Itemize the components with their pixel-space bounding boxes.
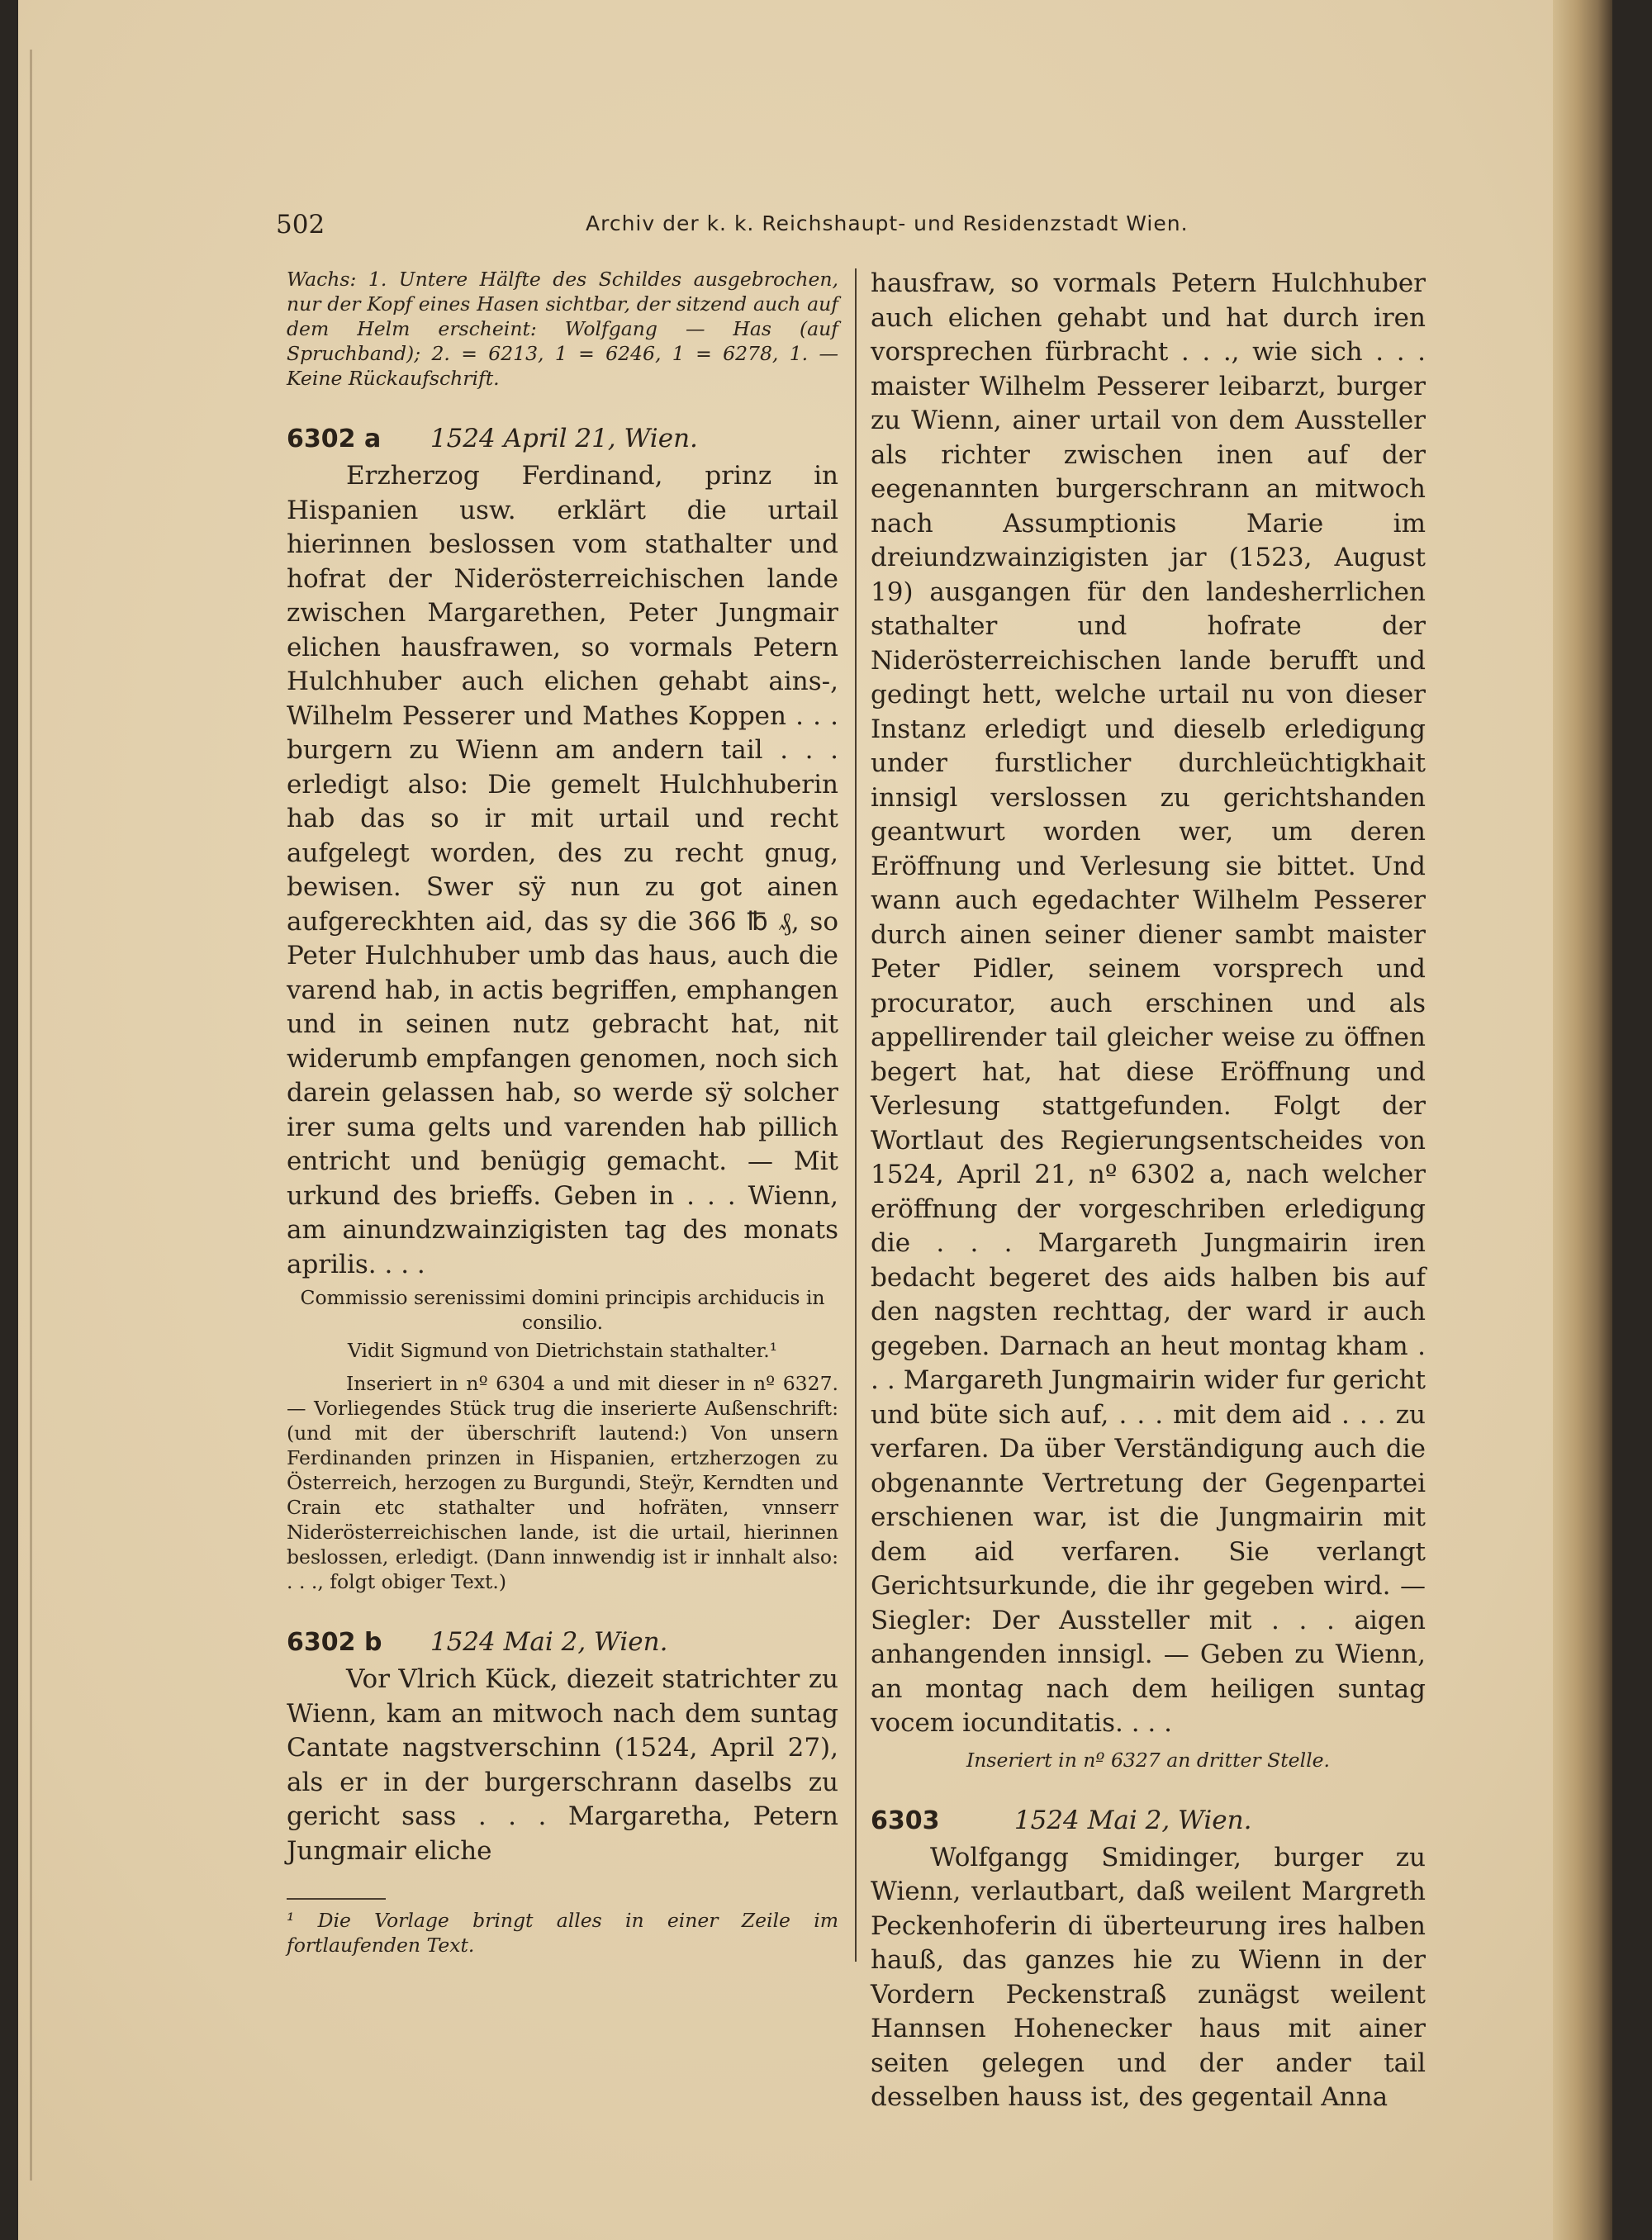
book-spine — [1553, 0, 1612, 2240]
entry-date: 1524 Mai 2, Wien. — [1014, 1805, 1252, 1835]
entry-text: Vor Vlrich Kück, diezeit statrichter zu Wienn, kam an mitwoch nach dem suntag Cantate nagstverschinn (1524, April 27), als er in der burgerschrann daselbs zu gericht sass . . . Margaretha, Petern Jungmair eliche — [287, 1664, 838, 1866]
subscription-vidit: Vidit Sigmund von Dietrichstain stathalter.¹ — [347, 1339, 778, 1362]
page-edge — [30, 50, 32, 2181]
right-column — [871, 267, 1426, 2115]
footnote: ¹ Die Vorlage bringt alles in einer Zeile im fortlaufenden Text. — [287, 1909, 838, 1957]
scanned-page — [18, 0, 1612, 2240]
entry-heading — [287, 1625, 838, 1659]
entry-number: 6302 a — [287, 425, 382, 453]
page-header — [276, 210, 1416, 243]
footnote-rule — [287, 1898, 386, 1900]
entry-heading — [287, 422, 838, 456]
entry-number: 6302 b — [287, 1628, 382, 1657]
left-column — [287, 267, 838, 1958]
entry-text: Wolfgangg Smidinger, burger zu Wienn, verlautbart, daß weilent Margreth Peckenhoferin di überteurung ires halben hauß, das ganzes hie zu Wienn in der Vordern Peckenstraß zunägst weilent Hannsen Hohenecker haus mit ainer seiten gelegen und der ander tail desselben hauss ist, des gegentail Anna — [871, 1842, 1426, 2112]
entry-date: 1524 April 21, Wien. — [430, 424, 698, 453]
entry-number: 6303 — [871, 1806, 940, 1835]
insertion-note: Inseriert in nº 6327 an dritter Stelle. — [966, 1748, 1330, 1772]
entry-heading — [871, 1804, 1426, 1838]
entry-text: Erzherzog Ferdinand, prinz in Hispanien usw. erklärt die urtail hierinnen beslossen vom stathalter und hofrat der Niderösterreichischen lande zwischen Margarethen, Peter Jungmair elichen hausfrawen, so vormals Petern Hulchhuber auch elichen gehabt ains-, Wilhelm Pesserer und Mathes Koppen . . . burgern zu Wienn am andern tail . . . erledigt also: Die gemelt Hulchhuberin hab das so ir mit urtail und recht aufgelegt worden, des zu recht gnug, bewisen. Swer sÿ nun zu got ainen aufgereckhten aid, das sy die 366 ℔ ₰, so Peter Hulchhuber umb das haus, auch die varend hab, in actis begriffen, emphangen und in seinen nutz gebracht hat, nit widerumb empfangen genomen, noch sich darein gelassen hab, so werde sÿ solcher irer suma gelts und varenden hab pillich entricht und benügig gemacht. — Mit urkund des brieffs. Geben in . . . Wienn, am ainundzwainzigisten tag des monats aprilis. . . . — [287, 461, 838, 1279]
continuation-text: hausfraw, so vormals Petern Hulchhuber auch elichen gehabt und hat durch iren vorsprechen fürbracht . . ., wie sich . . . maister Wilhelm Pesserer leibarzt, burger zu Wienn, ainer urtail von dem Aussteller als richter zwischen inen auf der eegenannten burgerschrann an mitwoch nach Assumptionis Marie im dreiundzwainzigisten jar (1523, August 19) ausgangen für den landesherrlichen stathalter und hofrate der Niderösterreichischen lande berufft und gedingt hett, welche urtail nu von dieser Instanz erledigt und dieselb erledigung under furstlicher durchleüchtigkhait innsigl verslossen zu gerichtshanden geantwurt worden wer, um deren Eröffnung und Verlesung sie bittet. Und wann auch egedachter Wilhelm Pesserer durch ainen seiner diener sambt maister Peter Pidler, seinem vorsprech und procurator, auch erschinen und als appellirender tail gleicher weise zu öffnen begert hat, hat diese Eröffnung und Verlesung stattgefunden. Folgt der Wortlaut des Regierungsentscheides von 1524, April 21, nº 6302 a, nach welcher eröffnung der vorgeschriben erledigung die . . . Margareth Jungmairin iren bedacht begeret des aids halben bis auf den nagsten rechttag, der ward ir auch gegeben. Darnach an heut montag kham . . . Margareth Jungmairin wider fur gericht und büte sich auf, . . . mit dem aid . . . zu verfaren. Da über Verständigung auch die obgenannte Vertretung der Gegenpartei erschienen war, ist die Jungmairin mit dem aid verfaren. Sie verlangt Gerichtsurkunde, die ihr gegeben wird. — Siegler: Der Aussteller mit . . . aigen anhangenden innsigl. — Geben zu Wienn, an montag nach dem heiligen suntag vocem iocunditatis. . . . — [871, 268, 1426, 1738]
running-title: Archiv der k. k. Reichshaupt- und Residenzstadt Wien. — [586, 211, 1189, 235]
entry-note: Inseriert in nº 6304 a und mit dieser in nº 6327. — Vorliegendes Stück trug die inserierte Außenschrift: (und mit der überschrift lautend:) Von unsern Ferdinanden prinzen in Hispanien, ertzherzogen zu Österreich, herzogen zu Burgundi, Steÿr, Kerndten und Crain etc stathalter und hofräten, vnnserr Niderösterreichischen lande, ist die urtail, hierinnen beslossen, erledigt. (Dann innwendig ist ir innhalt also: . . ., folgt obiger Text.) — [287, 1372, 838, 1593]
page-number: 502 — [276, 210, 325, 240]
column-divider — [855, 268, 857, 1962]
entry-date: 1524 Mai 2, Wien. — [430, 1627, 668, 1657]
seal-note: Wachs: 1. Untere Hälfte des Schildes ausgebrochen, nur der Kopf eines Hasen sichtbar, der sitzend auch auf dem Helm erscheint: Wolfgang — Has (auf Spruchband); 2. = 6213, 1 = 6246, 1 = 6278, 1. — Keine Rückaufschrift. — [287, 268, 838, 390]
subscription-commissio: Commissio serenissimi domini principis archiducis in consilio. — [300, 1286, 825, 1334]
